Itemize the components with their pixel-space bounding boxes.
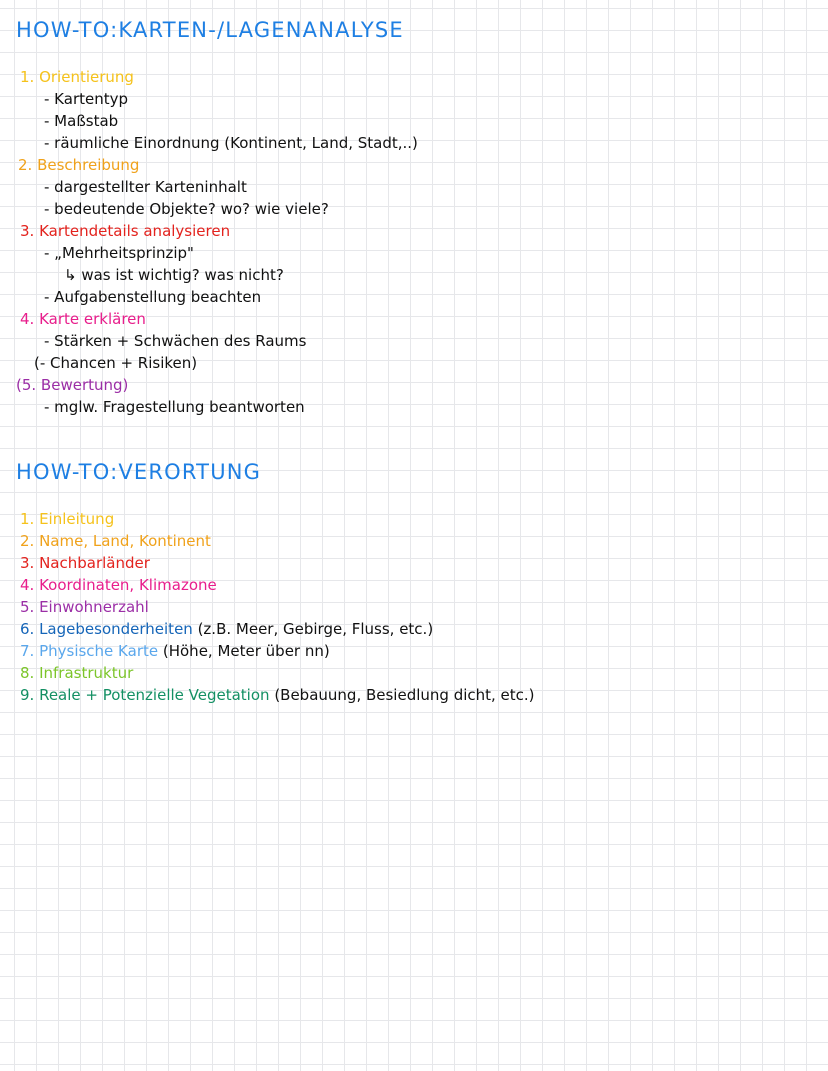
s1-item-7: - bedeutende Objekte? wo? wie viele?: [44, 200, 329, 218]
s2-item-8: [20, 662, 133, 684]
s2-item-6: [20, 618, 433, 640]
s2-item-5-label: 5. Einwohnerzahl: [20, 598, 149, 616]
s1-item-2: - Kartentyp: [44, 90, 129, 108]
s2-item-9-label: 9. Reale + Potenzielle Vegetation: [20, 686, 270, 704]
s1-item-8: 3. Kartendetails analysieren: [20, 222, 231, 240]
s2-item-6-label: 6. Lagebesonderheiten: [20, 620, 193, 638]
s1-item-11: - Aufgabenstellung beachten: [44, 288, 262, 306]
s1-item-9: - „Mehrheitsprinzip": [44, 244, 194, 262]
s1-item-16: - mglw. Fragestellung beantworten: [44, 398, 305, 416]
section1-heading-title: KARTEN-/LAGENANALYSE: [118, 18, 404, 42]
s2-item-3-label: 3. Nachbarländer: [20, 554, 150, 572]
s2-item-7-label: 7. Physische Karte: [20, 642, 159, 660]
section1-heading: [16, 18, 404, 42]
s1-item-15: (5. Bewertung): [16, 376, 129, 394]
s1-item-12: 4. Karte erklären: [20, 310, 146, 328]
section2-heading: [16, 460, 261, 484]
s1-item-10: ↳ was ist wichtig? was nicht?: [64, 266, 284, 284]
s2-item-8-label: 8. Infrastruktur: [20, 664, 134, 682]
s2-item-7: [20, 640, 330, 662]
s1-item-13: - Stärken + Schwächen des Raums: [44, 332, 307, 350]
s1-item-14: (- Chancen + Risiken): [34, 354, 198, 372]
section2-heading-title: VERORTUNG: [118, 460, 262, 484]
s2-item-2-label: 2. Name, Land, Kontinent: [20, 532, 211, 550]
s1-item-3: - Maßstab: [44, 112, 119, 130]
s2-item-9: [20, 684, 535, 706]
s2-item-3: [20, 552, 150, 574]
s2-item-4-label: 4. Koordinaten, Klimazone: [20, 576, 217, 594]
s2-item-6-note: (z.B. Meer, Gebirge, Fluss, etc.): [192, 620, 434, 638]
s2-item-1: [20, 508, 114, 530]
s1-item-4: - räumliche Einordnung (Kontinent, Land, Stadt,..): [44, 134, 418, 152]
s1-item-1: 1. Orientierung: [20, 68, 134, 86]
s2-item-4: [20, 574, 217, 596]
s2-item-7-note: (Höhe, Meter über nn): [158, 642, 330, 660]
section1-heading-prefix: HOW-TO:: [16, 18, 119, 42]
s1-item-5: 2. Beschreibung: [18, 156, 140, 174]
s2-item-5: [20, 596, 149, 618]
s1-item-6: - dargestellter Karteninhalt: [44, 178, 247, 196]
s2-item-1-label: 1. Einleitung: [20, 510, 115, 528]
s2-item-2: [20, 530, 211, 552]
s2-item-9-note: (Bebauung, Besiedlung dicht, etc.): [269, 686, 535, 704]
section2-heading-prefix: HOW-TO:: [16, 460, 119, 484]
